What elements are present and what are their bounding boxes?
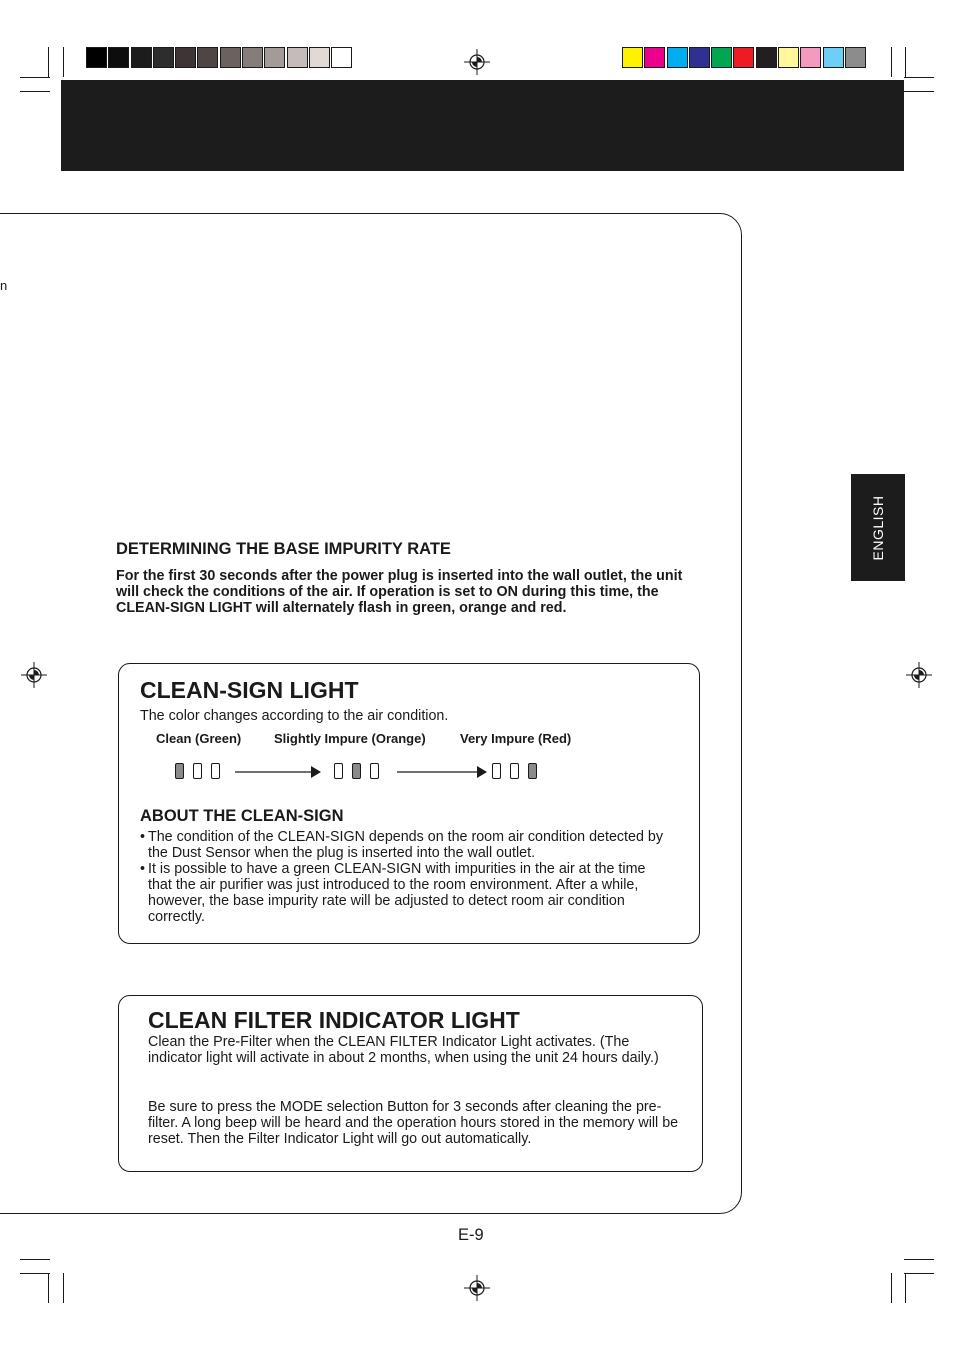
stray-text: n: [0, 278, 8, 293]
color-swatch: [153, 47, 174, 68]
indicator-slightly-impure: [334, 763, 379, 779]
crop-mark: [48, 1273, 49, 1303]
color-swatch: [264, 47, 285, 68]
crop-mark: [20, 1259, 50, 1260]
base-rate-body: For the first 30 seconds after the power plug is inserted into the wall outlet, the unit will check the conditions of the air. If operation is set to ON during this time, the CLEAN-SIGN LIGHT will alternately flash in green, orange and red.: [116, 568, 683, 616]
about-clean-sign-heading: ABOUT THE CLEAN-SIGN: [140, 807, 344, 825]
indicator-segment: [193, 763, 202, 779]
header-band: [61, 80, 904, 171]
clean-filter-paragraph: Be sure to press the MODE selection Button for 3 seconds after cleaning the pre-filter. A long beep will be heard and the operation hours stored in the memory will be reset. Then the Filter Indicator Light will go out automatically.: [148, 1099, 679, 1147]
color-swatch: [845, 47, 866, 68]
language-label: ENGLISH: [870, 495, 886, 560]
color-swatch: [242, 47, 263, 68]
bullet-item: [140, 829, 670, 861]
color-swatch: [733, 47, 754, 68]
crop-mark: [905, 47, 906, 77]
color-swatch: [823, 47, 844, 68]
base-rate-heading: DETERMINING THE BASE IMPURITY RATE: [116, 540, 451, 558]
clean-filter-paragraph: Clean the Pre-Filter when the CLEAN FILTER Indicator Light activates. (The indicator light will activate in about 2 months, when using the unit 24 hours daily.): [148, 1034, 659, 1066]
color-swatch: [197, 47, 218, 68]
crop-mark: [905, 1273, 906, 1303]
indicator-segment: [370, 763, 379, 779]
bullet-item: [140, 861, 670, 925]
color-swatch: [220, 47, 241, 68]
indicator-clean: [175, 763, 220, 779]
crop-mark: [63, 1273, 64, 1303]
crop-mark: [904, 91, 934, 92]
bullet-mark: •: [140, 829, 146, 845]
level-label-slightly-impure: Slightly Impure (Orange): [274, 731, 426, 746]
indicator-segment: [334, 763, 343, 779]
color-swatch: [309, 47, 330, 68]
crop-mark: [891, 47, 892, 77]
color-swatch: [756, 47, 777, 68]
clean-sign-title: CLEAN-SIGN LIGHT: [140, 677, 359, 703]
clean-sign-subtitle: The color changes according to the air condition.: [140, 708, 449, 724]
color-swatch: [131, 47, 152, 68]
indicator-segment: [528, 763, 537, 779]
indicator-segment: [211, 763, 220, 779]
registration-target-icon: [464, 49, 490, 75]
color-swatch: [778, 47, 799, 68]
bullet-text: The condition of the CLEAN-SIGN depends on the room air condition detected by the Dust Sensor when the plug is inserted into the wall outlet.: [148, 829, 663, 861]
language-tab: [851, 474, 905, 581]
crop-mark: [20, 1273, 50, 1274]
color-swatch: [644, 47, 665, 68]
level-label-very-impure: Very Impure (Red): [460, 731, 572, 746]
bullet-text: It is possible to have a green CLEAN-SIGN with impurities in the air at the time that the air purifier was just introduced to the room environment. After a while, however, the base impurity rate will be adjusted to detect room air condition correctly.: [148, 861, 646, 925]
page-number: E-9: [458, 1226, 484, 1244]
indicator-segment: [352, 763, 361, 779]
indicator-segment: [175, 763, 184, 779]
bullet-mark: •: [140, 861, 146, 877]
clean-filter-title: CLEAN FILTER INDICATOR LIGHT: [148, 1007, 520, 1033]
right-arrow-icon: [397, 765, 487, 779]
indicator-very-impure: [492, 763, 537, 779]
color-swatch: [711, 47, 732, 68]
grayscale-color-bar: [86, 47, 354, 68]
right-arrow-icon: [235, 765, 321, 779]
crop-mark: [48, 47, 49, 77]
color-swatch: [331, 47, 352, 68]
crop-mark: [20, 91, 50, 92]
color-swatch: [667, 47, 688, 68]
registration-target-icon: [464, 1275, 490, 1301]
crop-mark: [891, 1273, 892, 1303]
indicator-segment: [492, 763, 501, 779]
registration-target-icon: [906, 662, 932, 688]
color-swatch: [175, 47, 196, 68]
indicator-segment: [510, 763, 519, 779]
level-label-clean: Clean (Green): [156, 731, 242, 746]
crop-mark: [904, 1259, 934, 1260]
crop-mark: [20, 77, 50, 78]
color-swatch: [108, 47, 129, 68]
color-swatch: [689, 47, 710, 68]
crop-mark: [63, 47, 64, 77]
crop-mark: [904, 77, 934, 78]
color-swatch: [287, 47, 308, 68]
crop-mark: [904, 1273, 934, 1274]
process-color-bar: [622, 47, 867, 68]
color-swatch: [622, 47, 643, 68]
color-swatch: [800, 47, 821, 68]
color-swatch: [86, 47, 107, 68]
